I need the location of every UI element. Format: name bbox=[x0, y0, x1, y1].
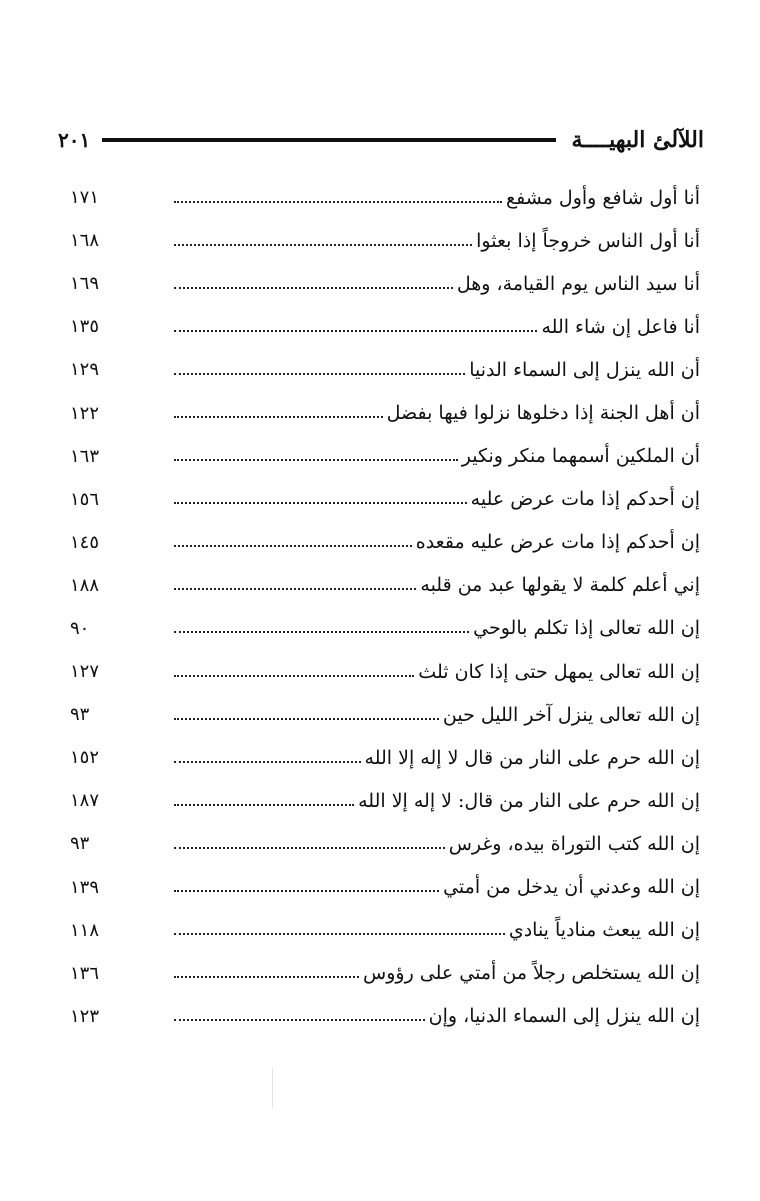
entry-page-number: ١٦٩ bbox=[70, 273, 100, 295]
entry-text: إن أحدكم إذا مات عرض عليه bbox=[470, 488, 700, 511]
dot-leader bbox=[174, 287, 453, 289]
dot-leader bbox=[174, 330, 537, 332]
dot-leader bbox=[174, 761, 361, 763]
dot-leader bbox=[174, 976, 359, 978]
index-entry bbox=[70, 779, 700, 822]
index-entry bbox=[70, 607, 700, 650]
entry-text: إن الله حرم على النار من قال لا إله إلا الله bbox=[364, 746, 700, 769]
dot-leader bbox=[174, 373, 465, 375]
index-entry bbox=[70, 650, 700, 693]
entry-text: أن الله ينزل إلى السماء الدنيا bbox=[469, 358, 700, 381]
entry-page-number: ٩٣ bbox=[70, 833, 90, 855]
dot-leader bbox=[174, 631, 469, 633]
header-rule bbox=[102, 138, 555, 142]
entry-text: إن أحدكم إذا مات عرض عليه مقعده bbox=[415, 531, 700, 554]
index-entry bbox=[70, 564, 700, 607]
entry-page-number: ١٧١ bbox=[70, 187, 100, 209]
entry-text: إن الله تعالى يمهل حتى إذا كان ثلث bbox=[418, 660, 700, 683]
entry-page-number: ١٨٨ bbox=[70, 574, 100, 596]
dot-leader bbox=[174, 804, 354, 806]
scan-artifact bbox=[272, 1068, 273, 1108]
dot-leader bbox=[174, 416, 383, 418]
entry-page-number: ١٣٥ bbox=[70, 316, 100, 338]
index-entry bbox=[70, 952, 700, 995]
dot-leader bbox=[174, 718, 439, 720]
index-entry bbox=[70, 521, 700, 564]
index-entry bbox=[70, 909, 700, 952]
entry-text: أنا أول شافع وأول مشفع bbox=[506, 186, 700, 209]
dot-leader bbox=[174, 675, 414, 677]
entry-text: إن الله حرم على النار من قال: لا إله إلا الله bbox=[358, 789, 700, 812]
entry-page-number: ١٨٧ bbox=[70, 790, 100, 812]
entry-text: إني أعلم كلمة لا يقولها عبد من قلبه bbox=[420, 574, 700, 597]
dot-leader bbox=[174, 890, 439, 892]
entry-page-number: ١٢٧ bbox=[70, 661, 100, 683]
index-entry bbox=[70, 995, 700, 1038]
index-entry bbox=[70, 435, 700, 478]
index-list bbox=[70, 176, 700, 1038]
entry-text: إن الله يستخلص رجلاً من أمتي على رؤوس bbox=[363, 962, 700, 985]
entry-page-number: ١٣٩ bbox=[70, 876, 100, 898]
running-header bbox=[58, 120, 704, 160]
page-number: ٢٠١ bbox=[58, 128, 91, 152]
entry-text: أنا سيد الناس يوم القيامة، وهل bbox=[456, 272, 700, 295]
dot-leader bbox=[174, 1019, 425, 1021]
entry-page-number: ١٣٦ bbox=[70, 962, 100, 984]
dot-leader bbox=[174, 588, 416, 590]
entry-page-number: ١٦٨ bbox=[70, 230, 100, 252]
entry-text: أن أهل الجنة إذا دخلوها نزلوا فيها بفضل bbox=[386, 402, 700, 425]
index-entry bbox=[70, 176, 700, 219]
index-entry bbox=[70, 866, 700, 909]
index-entry bbox=[70, 391, 700, 434]
entry-page-number: ١٥٦ bbox=[70, 488, 100, 510]
index-entry bbox=[70, 348, 700, 391]
entry-page-number: ١٢٩ bbox=[70, 359, 100, 381]
dot-leader bbox=[174, 933, 505, 935]
entry-page-number: ١٥٢ bbox=[70, 747, 100, 769]
index-entry bbox=[70, 736, 700, 779]
entry-text: إن الله تعالى إذا تكلم بالوحي bbox=[473, 617, 700, 640]
index-entry bbox=[70, 305, 700, 348]
entry-page-number: ١١٨ bbox=[70, 919, 100, 941]
entry-page-number: ١٢٣ bbox=[70, 1005, 100, 1027]
index-entry bbox=[70, 478, 700, 521]
index-entry bbox=[70, 822, 700, 865]
dot-leader bbox=[174, 459, 458, 461]
entry-text: أنا فاعل إن شاء الله bbox=[541, 315, 700, 338]
entry-text: أنا أول الناس خروجاً إذا بعثوا bbox=[476, 229, 700, 252]
index-entry bbox=[70, 693, 700, 736]
entry-text: أن الملكين أسمهما منكر ونكير bbox=[461, 445, 700, 468]
entry-page-number: ١٢٢ bbox=[70, 402, 100, 424]
dot-leader bbox=[174, 201, 502, 203]
entry-text: إن الله يبعث منادياً ينادي bbox=[508, 919, 700, 942]
dot-leader bbox=[174, 244, 472, 246]
entry-text: إن الله تعالى ينزل آخر الليل حين bbox=[442, 703, 700, 726]
index-entry bbox=[70, 262, 700, 305]
entry-page-number: ١٦٣ bbox=[70, 445, 100, 467]
entry-text: إن الله كتب التوراة بيده، وغرس bbox=[448, 832, 700, 855]
entry-page-number: ٩٣ bbox=[70, 704, 90, 726]
entry-page-number: ٩٠ bbox=[70, 617, 90, 639]
entry-text: إن الله ينزل إلى السماء الدنيا، وإن bbox=[428, 1005, 700, 1028]
dot-leader bbox=[174, 545, 412, 547]
dot-leader bbox=[174, 502, 467, 504]
index-entry bbox=[70, 219, 700, 262]
dot-leader bbox=[174, 847, 445, 849]
entry-text: إن الله وعدني أن يدخل من أمتي bbox=[443, 876, 700, 899]
book-title: اللآلئ البهيــــة bbox=[571, 127, 704, 153]
entry-page-number: ١٤٥ bbox=[70, 531, 100, 553]
